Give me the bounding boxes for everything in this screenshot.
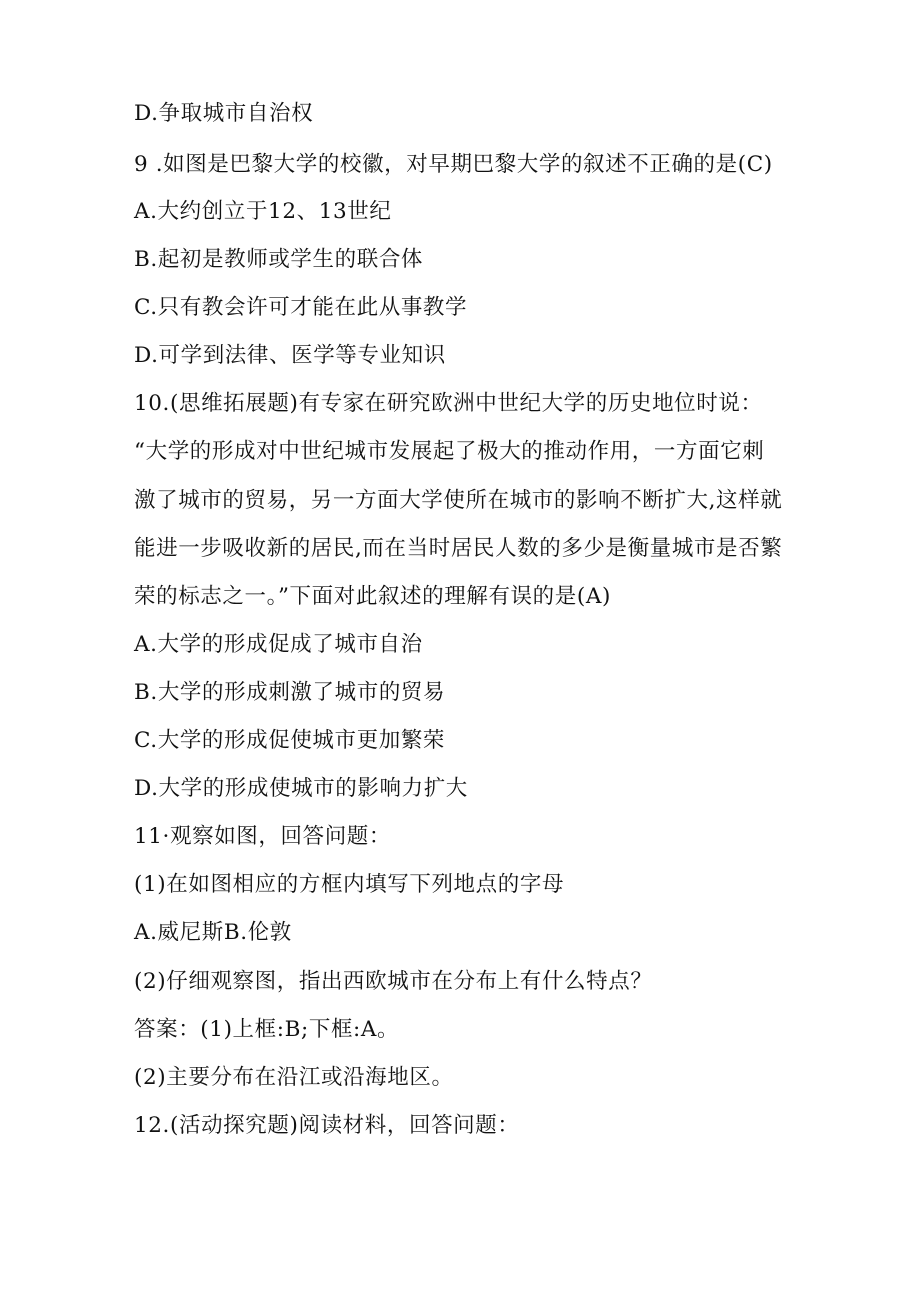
q11-answer-2: (2)主要分布在沿江或沿海地区。: [134, 1065, 454, 1090]
q9-option-d: D.可学到法律、医学等专业知识: [134, 343, 446, 368]
q9-option-b: B.起初是教师或学生的联合体: [134, 247, 424, 272]
q11-stem: 11·观察如图，回答问题：: [134, 824, 391, 849]
q10-option-b: B.大学的形成刺激了城市的贸易: [134, 680, 446, 705]
q11-part-1-places: A.威尼斯B.伦敦: [134, 920, 292, 945]
q9-option-a: A.大约创立于12、13世纪: [134, 199, 392, 224]
q10-option-a: A.大学的形成促成了城市自治: [134, 632, 423, 657]
q10-quote-line-1: “大学的形成对中世纪城市发展起了极大的推动作用，一方面它刺: [134, 439, 765, 464]
q10-option-d: D.大学的形成使城市的影响力扩大: [134, 776, 468, 801]
q10-stem: 10.(思维拓展题)有专家在研究欧洲中世纪大学的历史地位时说：: [134, 391, 763, 416]
q9-option-c: C.只有教会许可才能在此从事教学: [134, 295, 468, 320]
q10-quote-line-4: 荣的标志之一。”下面对此叙述的理解有误的是(A): [134, 584, 611, 609]
q10-quote-line-2: 激了城市的贸易，另一方面大学使所在城市的影响不断扩大,这样就: [134, 488, 783, 513]
q9-stem: 9 .如图是巴黎大学的校徽，对早期巴黎大学的叙述不正确的是(C): [134, 152, 773, 177]
q11-answer-1: 答案：(1)上框:B;下框:A。: [134, 1017, 400, 1042]
q11-part-1: (1)在如图相应的方框内填写下列地点的字母: [134, 872, 565, 897]
q8-option-d: D.争取城市自治权: [134, 101, 314, 126]
q11-part-2: (2)仔细观察图，指出西欧城市在分布上有什么特点？: [134, 969, 653, 994]
q10-quote-line-3: 能进一步吸收新的居民,而在当时居民人数的多少是衡量城市是否繁: [134, 536, 783, 561]
q12-stem: 12.(活动探究题)阅读材料，回答问题：: [134, 1113, 520, 1138]
q10-option-c: C.大学的形成促使城市更加繁荣: [134, 728, 446, 753]
